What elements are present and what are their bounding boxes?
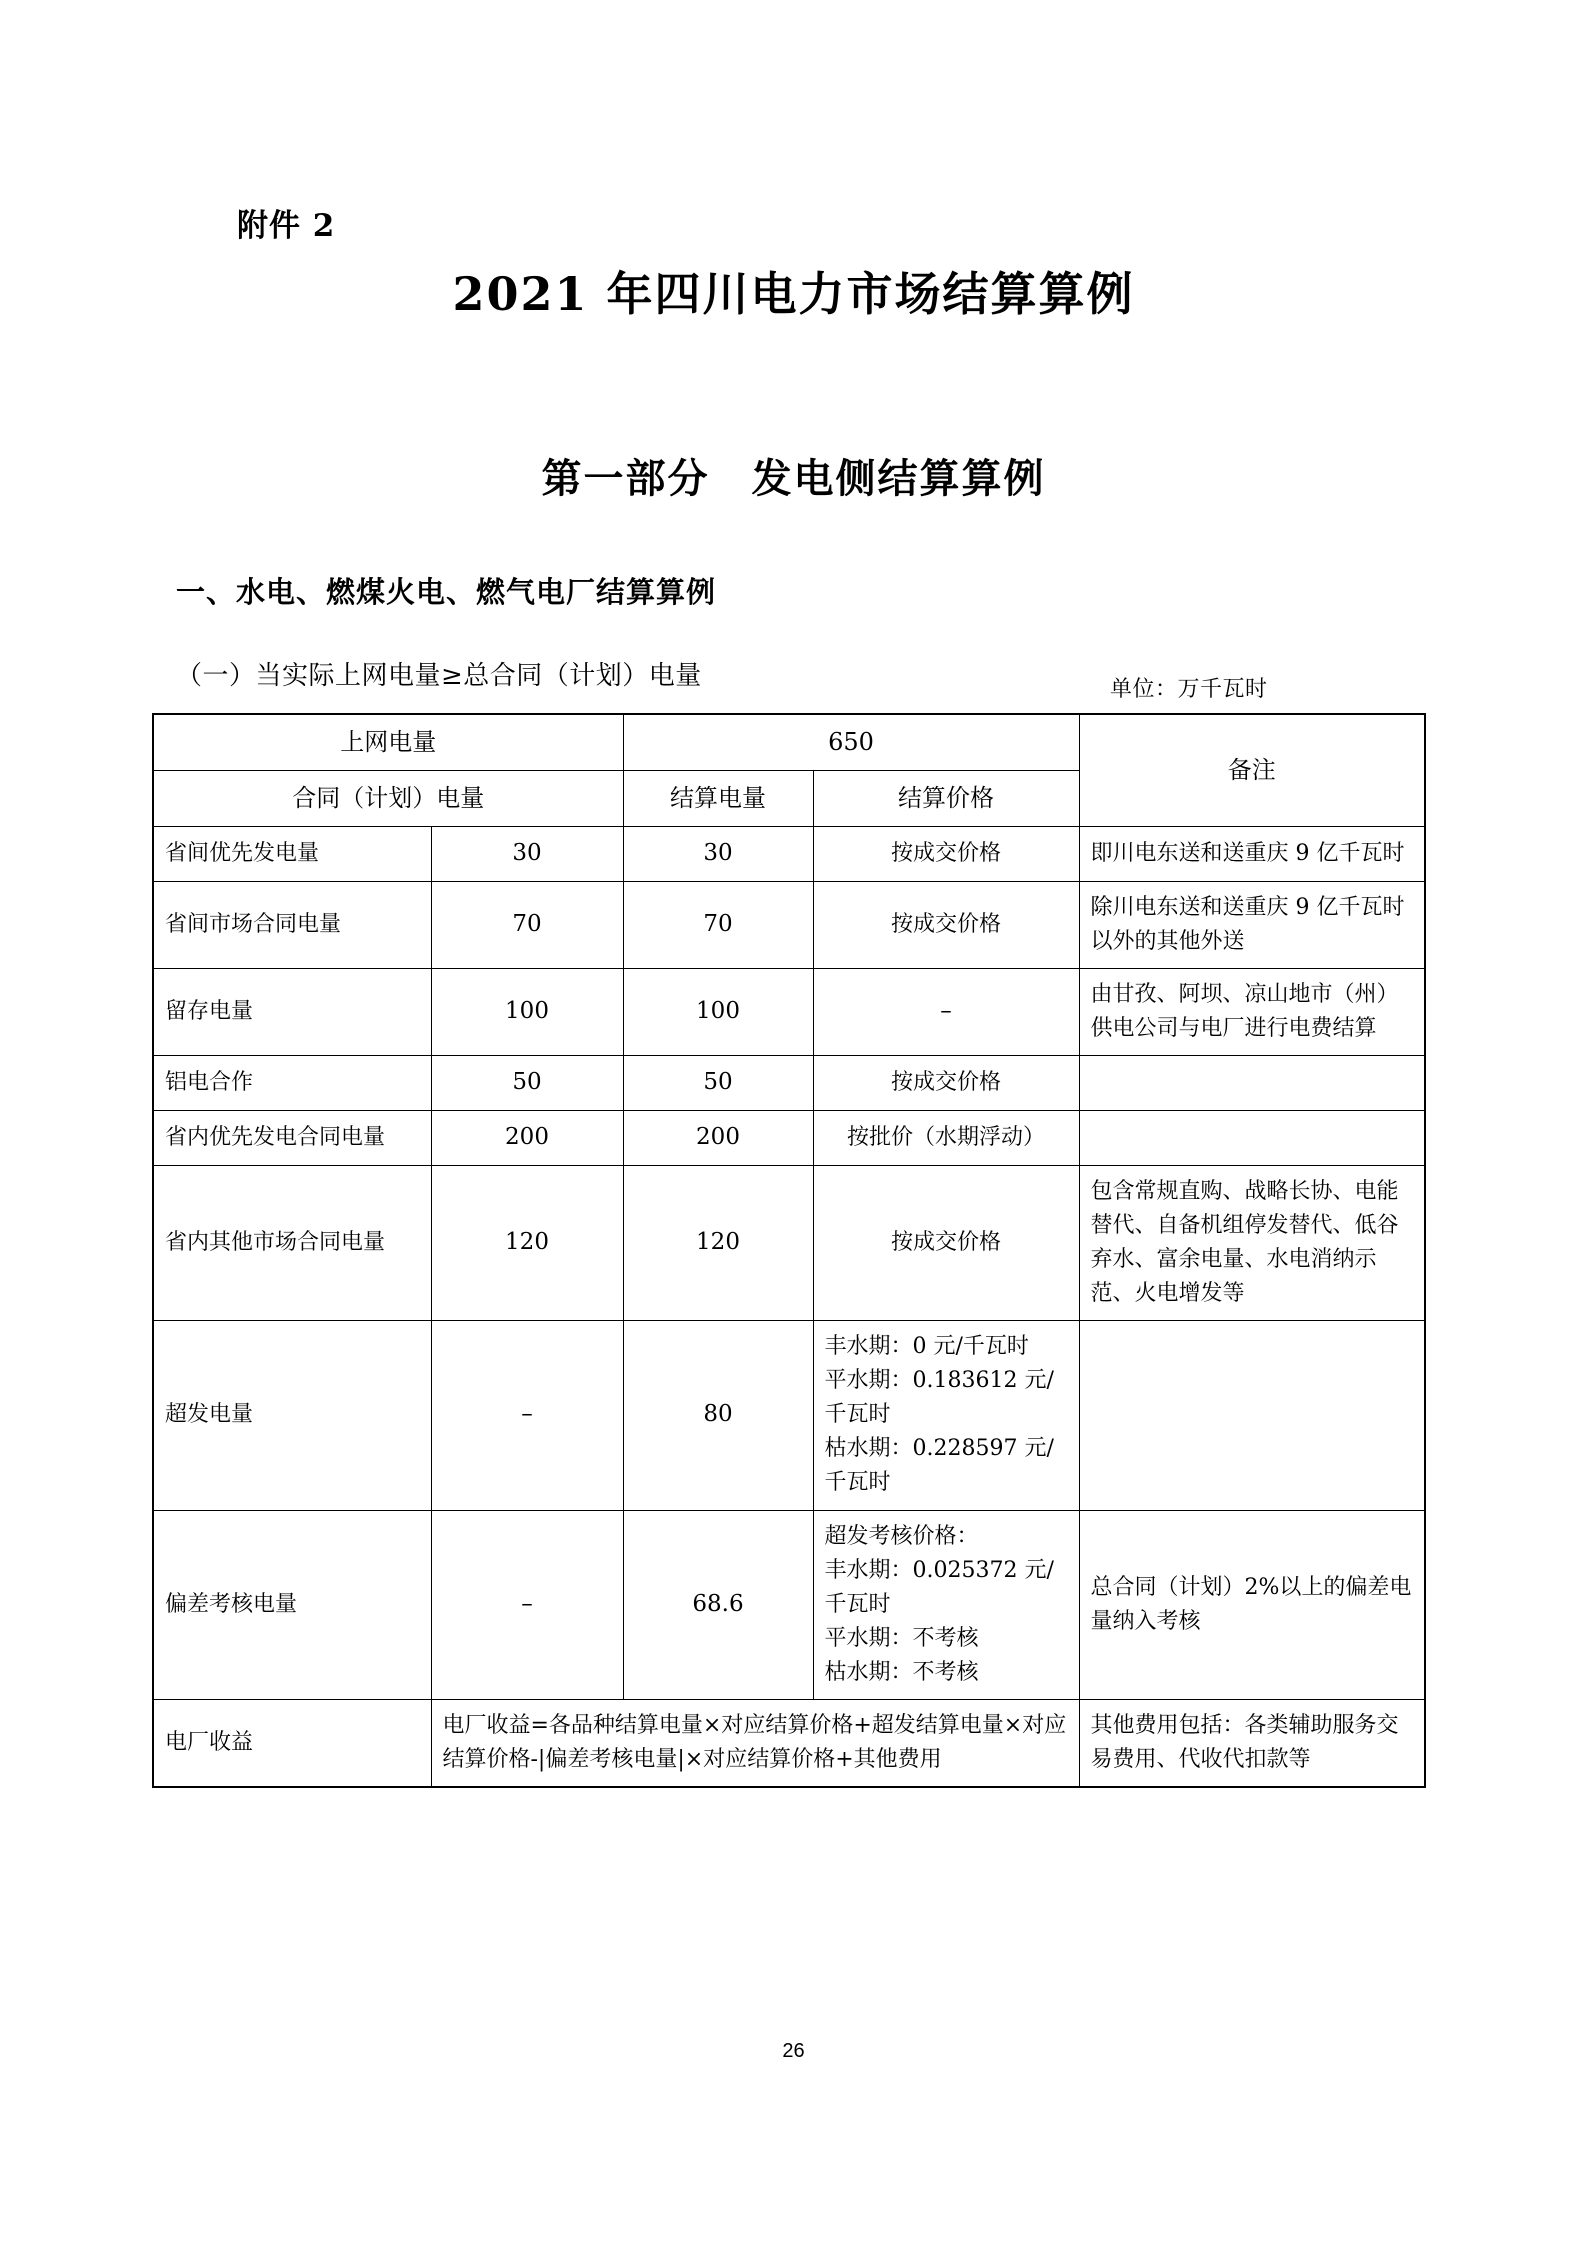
- attachment-label: 附件 2: [237, 208, 336, 244]
- header-col-contract: 合同（计划）电量: [153, 771, 623, 827]
- settlement-table: [152, 713, 1426, 1788]
- table-row-revenue: [153, 1699, 1425, 1787]
- row-name: 超发电量: [153, 1321, 431, 1510]
- row-settle-qty: 80: [623, 1321, 813, 1510]
- row-settle-price: 按成交价格: [813, 827, 1079, 882]
- row-settle-qty: 70: [623, 882, 813, 969]
- row-settle-price: 按成交价格: [813, 1165, 1079, 1320]
- row-remark: 即川电东送和送重庆 9 亿千瓦时: [1079, 827, 1425, 882]
- row-settle-qty: 120: [623, 1165, 813, 1320]
- row-settle-price: 按批价（水期浮动）: [813, 1111, 1079, 1166]
- row-settle-price: 按成交价格: [813, 882, 1079, 969]
- row-settle-qty: 30: [623, 827, 813, 882]
- row-contract: 200: [431, 1111, 623, 1166]
- row-contract: 30: [431, 827, 623, 882]
- header-grid-value: 650: [623, 714, 1079, 771]
- row-settle-price: [813, 1510, 1079, 1699]
- row-contract: 120: [431, 1165, 623, 1320]
- row-remark: [1079, 1056, 1425, 1111]
- part-heading: 第一部分 发电侧结算算例: [541, 455, 1046, 502]
- revenue-remark: 其他费用包括：各类辅助服务交易费用、代收代扣款等: [1079, 1699, 1425, 1787]
- section-heading: 一、水电、燃煤火电、燃气电厂结算算例: [176, 575, 717, 609]
- settle-price-line: 超发考核价格：: [824, 1523, 979, 1549]
- revenue-formula: 电厂收益=各品种结算电量×对应结算价格+超发结算电量×对应结算价格-|偏差考核电量|×对应结算价格+其他费用: [431, 1699, 1079, 1787]
- row-name: 省间优先发电量: [153, 827, 431, 882]
- row-settle-qty: 50: [623, 1056, 813, 1111]
- row-remark: 由甘孜、阿坝、凉山地市（州）供电公司与电厂进行电费结算: [1079, 969, 1425, 1056]
- row-contract: 70: [431, 882, 623, 969]
- table-row: [153, 969, 1425, 1056]
- row-name: 省内其他市场合同电量: [153, 1165, 431, 1320]
- settle-price-line: 枯水期：不考核: [824, 1659, 979, 1685]
- unit-note: 单位：万千瓦时: [1110, 677, 1268, 702]
- row-contract: –: [431, 1510, 623, 1699]
- row-remark: 包含常规直购、战略长协、电能替代、自备机组停发替代、低谷弃水、富余电量、水电消纳示范、火电增发等: [1079, 1165, 1425, 1320]
- row-settle-price: 按成交价格: [813, 1056, 1079, 1111]
- settle-price-line: 丰水期：0 元/千瓦时: [824, 1334, 1029, 1360]
- row-remark: [1079, 1321, 1425, 1510]
- row-contract: 100: [431, 969, 623, 1056]
- header-grid-label: 上网电量: [153, 714, 623, 771]
- table-row: [153, 1111, 1425, 1166]
- row-contract: 50: [431, 1056, 623, 1111]
- row-contract: –: [431, 1321, 623, 1510]
- subsection-heading: （一）当实际上网电量≥总合同（计划）电量: [176, 661, 702, 691]
- row-settle-qty: 100: [623, 969, 813, 1056]
- row-settle-qty: 68.6: [623, 1510, 813, 1699]
- header-col-settle-price: 结算价格: [813, 771, 1079, 827]
- header-remark-label: 备注: [1079, 714, 1425, 827]
- row-remark: [1079, 1111, 1425, 1166]
- settle-price-line: 枯水期：0.228597 元/千瓦时: [824, 1436, 1054, 1496]
- settle-price-line: 平水期：0.183612 元/千瓦时: [824, 1368, 1054, 1428]
- table-row: [153, 1510, 1425, 1699]
- row-settle-price: [813, 1321, 1079, 1510]
- row-remark: 除川电东送和送重庆 9 亿千瓦时以外的其他外送: [1079, 882, 1425, 969]
- row-name: 铝电合作: [153, 1056, 431, 1111]
- row-settle-price: –: [813, 969, 1079, 1056]
- table-row: [153, 1321, 1425, 1510]
- settle-price-line: 平水期：不考核: [824, 1625, 979, 1651]
- table-row: [153, 1056, 1425, 1111]
- row-name: 偏差考核电量: [153, 1510, 431, 1699]
- table-header-row-1: [153, 714, 1425, 771]
- header-col-settle-qty: 结算电量: [623, 771, 813, 827]
- page-title: 2021 年四川电力市场结算算例: [452, 267, 1135, 321]
- row-settle-qty: 200: [623, 1111, 813, 1166]
- row-remark: 总合同（计划）2%以上的偏差电量纳入考核: [1079, 1510, 1425, 1699]
- table-row: [153, 1165, 1425, 1320]
- table-row: [153, 882, 1425, 969]
- table-row: [153, 827, 1425, 882]
- revenue-row-name: 电厂收益: [153, 1699, 431, 1787]
- settle-price-line: 丰水期：0.025372 元/千瓦时: [824, 1557, 1054, 1617]
- page-number: 26: [782, 2040, 805, 2062]
- row-name: 省内优先发电合同电量: [153, 1111, 431, 1166]
- row-name: 留存电量: [153, 969, 431, 1056]
- row-name: 省间市场合同电量: [153, 882, 431, 969]
